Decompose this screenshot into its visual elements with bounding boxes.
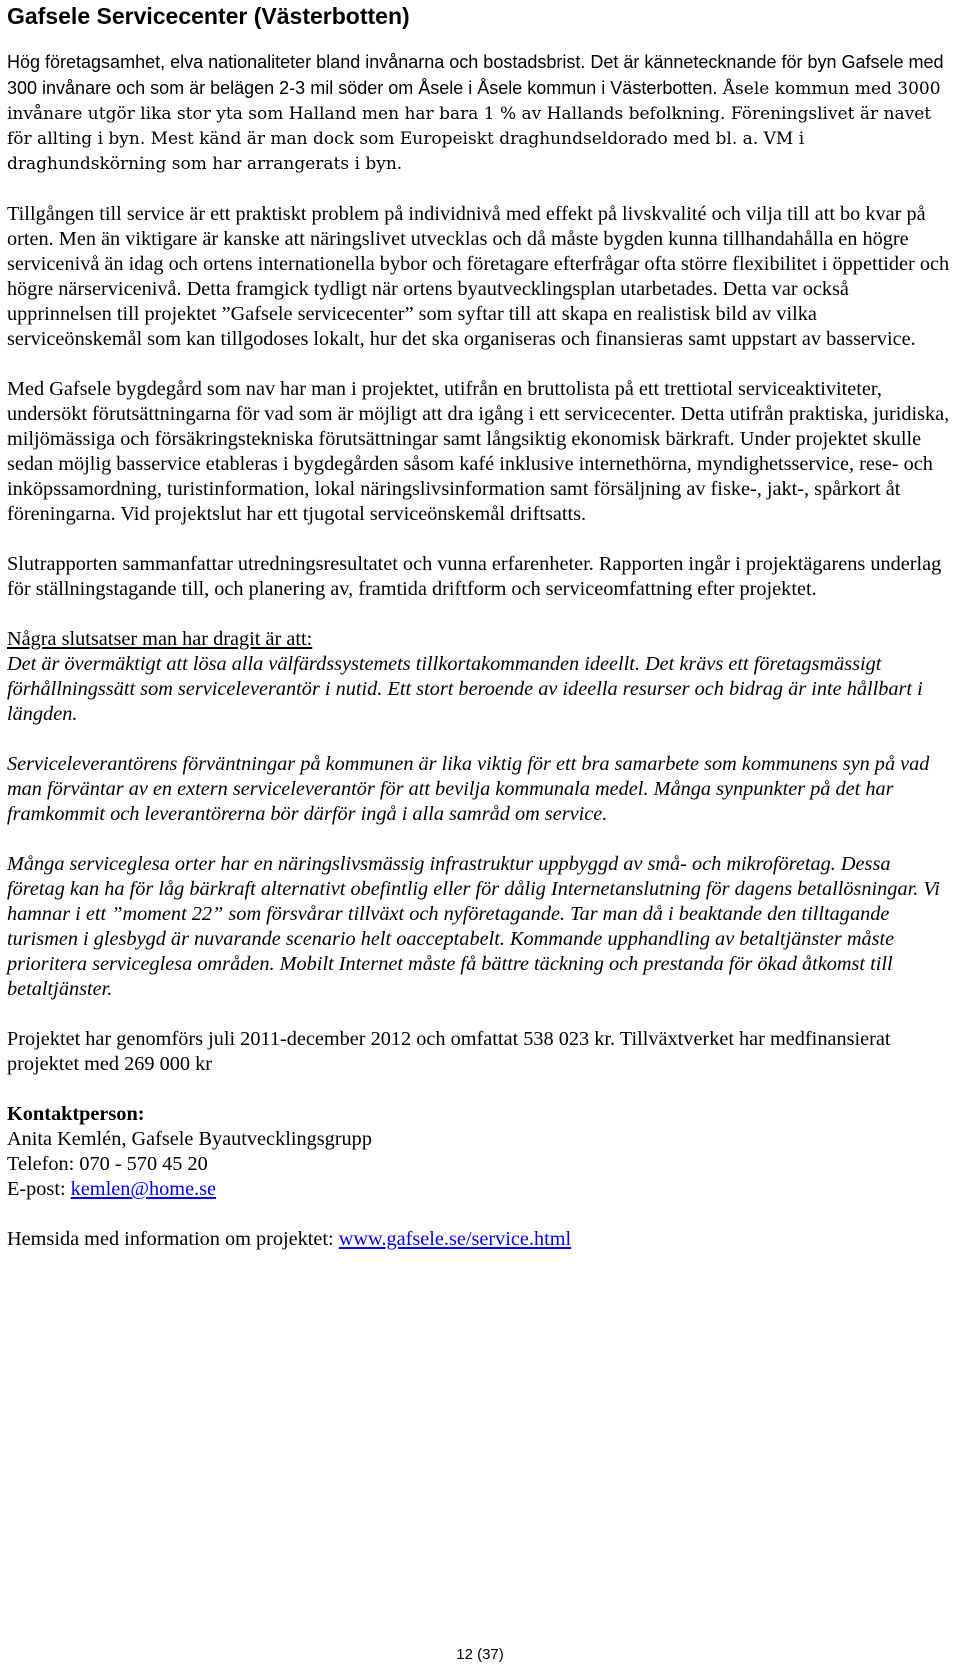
- conclusion-item: Många serviceglesa orter har en näringslivsmässig infrastruktur uppbyggd av små- och mikroföretag. Dessa företag kan ha för låg bärkraft alternativt obefintlig eller för dålig Internetanslutning för dagens betallösningar. Vi hamnar i ett ”moment 22” som försvårar tillväxt och nyföretagande. Tar man då i beaktande den tilltagande turismen i glesbygd är nuvarande scenario helt oacceptabelt. Kommande upphandling av betaltjänster måste prioritera serviceglesa områden. Mobilt Internet måste få bättre täckning och prestanda för ökad åtkomst till betaltjänster.: [7, 853, 940, 1000]
- contact-email-line: [7, 1177, 953, 1202]
- contact-phone: Telefon: 070 - 570 45 20: [7, 1153, 208, 1175]
- intro-sans-text: Hög företagsamhet, elva nationaliteter bland invånarna och bostadsbrist. Det är kännetecknande för byn Gafsele med 300 invånare och som är belägen 2-3 mil söder om Åsele i Åsele kommun i Västerbotten.: [7, 52, 944, 98]
- paragraph-project-description: Med Gafsele bygdegård som nav har man i projektet, utifrån en bruttolista på ett trettiotal serviceaktiviteter, undersökt förutsättningarna för vad som är möjligt att dra igång i ett servicecenter. Detta utifrån praktiska, juridiska, miljömässiga och försäkringstekniska förutsättningar samt långsiktig ekonomisk bärkraft. Under projektet skulle sedan möjlig basservice etableras i bygdegården såsom kafé inklusive internethörna, myndighetsservice, rese- och inköpssamordning, turistinformation, lokal näringslivsinformation samt försäljning av fiske-, jakt-, spårkort åt föreningarna. Vid projektslut har ett tjugotal serviceönskemål driftsatts.: [7, 378, 950, 525]
- conclusion-item: Serviceleverantörens förväntningar på kommunen är lika viktig för ett bra samarbete som kommunens syn på vad man förväntar av en extern serviceleverantör för att bevilja kommunala medel. Många synpunkter på det har framkommit och leverantörerna bör därför ingå i alla samråd om service.: [7, 753, 930, 825]
- intro-paragraph: [7, 50, 953, 177]
- conclusion-item: Det är övermäktigt att lösa alla välfärdssystemets tillkortakommanden ideellt. Det krävs ett företagsmässigt förhållningssätt som serviceleverantör i nutid. Ett stort beroende av ideella resurser och bidrag är inte hållbart i längden.: [7, 653, 923, 725]
- intro-serif-text: Åsele kommun med 3000 invånare utgör lika stor yta som Halland men har bara 1 % av Hallands befolkning. Föreningslivet är navet för allting i byn. Mest känd är man dock som Europeiskt draghundseldorado med bl. a. VM i draghundskörning som har arrangerats i byn.: [7, 79, 941, 174]
- email-label: E-post:: [7, 1178, 71, 1200]
- page-number: 12 (37): [456, 1646, 504, 1663]
- document-page: [7, 0, 953, 1252]
- paragraph-final-report: Slutrapporten sammanfattar utredningsresultatet och vunna erfarenheter. Rapporten ingår i projektägarens underlag för ställningstagande till, och planering av, framtida driftform och serviceomfattning efter projektet.: [7, 553, 942, 600]
- page-title: Gafsele Servicecenter (Västerbotten): [7, 3, 410, 29]
- paragraph-service-problem: Tillgången till service är ett praktiskt problem på individnivå med effekt på livskvalité och vilja till att bo kvar på orten. Men än viktigare är kanske att näringslivet utvecklas och då måste bygden kunna tillhandahålla en högre servicenivå än idag och ortens internationella bybor och företagare efterfrågar ofta större flexibilitet i öppettider och högre närservicenivå. Detta framgick tydligt när ortens byautvecklingsplan utarbetades. Detta var också upprinnelsen till projektet ”Gafsele servicecenter” som syftar till att skapa en realistisk bild av vilka serviceönskemål som kan tillgodoses lokalt, hur det ska organiseras och finansieras samt uppstart av basservice.: [7, 203, 950, 350]
- email-link[interactable]: kemlen@home.se: [70, 1178, 217, 1200]
- website-line: [7, 1227, 953, 1252]
- contact-name: Anita Kemlén, Gafsele Byautvecklingsgrupp: [7, 1128, 372, 1150]
- funding-paragraph: Projektet har genomförs juli 2011-december 2012 och omfattat 538 023 kr. Tillväxtverket har medfinansierat projektet med 269 000 kr: [7, 1028, 891, 1075]
- contact-heading: Kontaktperson:: [7, 1103, 145, 1125]
- conclusions-heading: Några slutsatser man har dragit är att:: [7, 628, 313, 650]
- website-label: Hemsida med information om projektet:: [7, 1228, 339, 1250]
- website-link[interactable]: www.gafsele.se/service.html: [338, 1228, 572, 1250]
